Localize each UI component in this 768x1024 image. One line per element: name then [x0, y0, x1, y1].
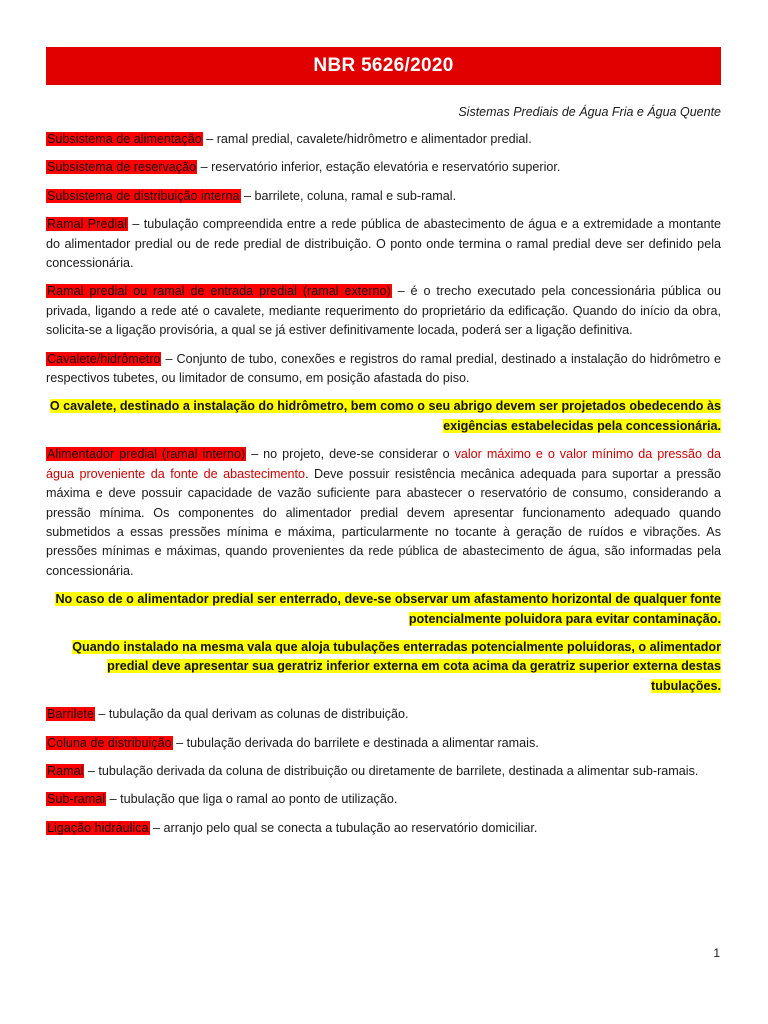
definition-paragraph — [46, 158, 721, 177]
highlighted-note — [46, 590, 721, 629]
definition-text: – ramal predial, cavalete/hidrômetro e alimentador predial. — [202, 132, 532, 146]
note-text: No caso de o alimentador predial ser enterrado, deve-se observar um afastamento horizontal de qualquer fonte potencialmente poluidora para evitar contaminação. — [55, 592, 721, 626]
term-highlight: Ligação hidráulica — [47, 820, 149, 835]
definition-paragraph — [46, 282, 721, 340]
definition-paragraph — [46, 762, 721, 781]
definition-paragraph — [46, 734, 721, 753]
highlighted-note — [46, 397, 721, 436]
note-text: O cavalete, destinado a instalação do hidrômetro, bem como o seu abrigo devem ser projetados obedecendo às exigências estabelecidas pela concessionária. — [49, 399, 721, 433]
definition-text: – arranjo pelo qual se conecta a tubulação ao reservatório domiciliar. — [149, 820, 538, 835]
definition-text: – reservatório inferior, estação elevatória e reservatório superior. — [197, 160, 561, 175]
term-highlight: Ramal Predial — [47, 217, 127, 232]
definition-paragraph — [46, 187, 721, 206]
definition-paragraph — [46, 790, 721, 809]
page-number: 1 — [713, 946, 720, 960]
term-highlight: Coluna de distribuição — [47, 735, 172, 750]
definition-text: – tubulação compreendida entre a rede pública de abastecimento de água e a extremidade a montante do alimentador predial ou de rede predial de distribuição. O ponto onde termina o ramal predial deve ser definido pela concessionária. — [46, 217, 721, 271]
highlighted-note — [46, 638, 721, 696]
definition-paragraph — [46, 130, 721, 149]
page-title: NBR 5626/2020 — [313, 55, 454, 76]
definition-text: – é o trecho executado pela concessionária pública ou privada, ligando a rede até o cavalete, mediante requerimento do proprietário da edificação. Quando do início da obra, solicita-se a ligação provisória, a qual se já estiver definitivamente locada, poderá ser a ligação definitiva. — [46, 284, 721, 338]
definition-paragraph — [46, 445, 721, 581]
definition-text: – no projeto, deve-se considerar o — [246, 447, 455, 462]
definition-text: – Conjunto de tubo, conexões e registros do ramal predial, destinado a instalação do hidrômetro e respectivos tubetes, ou limitador de consumo, em posição afastada do piso. — [46, 351, 721, 386]
term-highlight: Cavalete/hidrômetro — [47, 351, 161, 366]
definition-text: . Deve possuir resistência mecânica adequada para suportar a pressão máxima e deve possuir capacidade de vazão suficiente para abastecer o reservatório de consumo, considerando a pressão mínima. Os componentes do alimentador predial devem apresentar funcionamento adequado quando submetidos a essas pressões mínima e máxima, particularmente no tocante à geração de ruídos e vibrações. As pressões mínimas e máximas, quando provenientes da rede pública de abastecimento de água, são informadas pela concessionária. — [46, 466, 722, 578]
definition-paragraph — [46, 215, 721, 273]
term-highlight: Barrilete — [47, 707, 94, 722]
definition-text: – barrilete, coluna, ramal e sub-ramal. — [240, 188, 457, 203]
term-highlight: Ramal predial ou ramal de entrada predial (ramal externo) — [47, 284, 391, 299]
term-highlight: Sub-ramal — [47, 792, 106, 807]
definition-text: – tubulação que liga o ramal ao ponto de utilização. — [106, 792, 398, 807]
term-highlight: Subsistema de distribuição interna — [47, 188, 240, 203]
term-highlight: Subsistema de alimentação — [47, 132, 202, 146]
definition-text: – tubulação da qual derivam as colunas de distribuição. — [94, 707, 409, 722]
term-highlight: Alimentador predial (ramal interno) — [47, 447, 246, 462]
definition-text: – tubulação derivada da coluna de distribuição ou diretamente de barrilete, destinada a alimentar sub-ramais. — [84, 763, 699, 778]
definition-paragraph — [46, 350, 721, 389]
definition-paragraph — [46, 819, 721, 838]
title-banner — [46, 47, 721, 85]
definition-text: – tubulação derivada do barrilete e destinada a alimentar ramais. — [172, 735, 539, 750]
document-subtitle: Sistemas Prediais de Água Fria e Água Quente — [458, 105, 721, 119]
note-text: Quando instalado na mesma vala que aloja tubulações enterradas potencialmente poluidoras, o alimentador predial deve apresentar sua geratriz inferior externa em cota acima da geratriz superior externa destas tubulações. — [72, 639, 721, 693]
term-highlight: Subsistema de reservação — [47, 160, 197, 175]
document-page — [46, 47, 721, 838]
definition-paragraph — [46, 705, 721, 724]
emphasis-text: valor máximo e o valor mínimo da pressão da água proveniente da fonte de abastecimento — [46, 447, 722, 481]
term-highlight: Ramal — [47, 763, 84, 778]
